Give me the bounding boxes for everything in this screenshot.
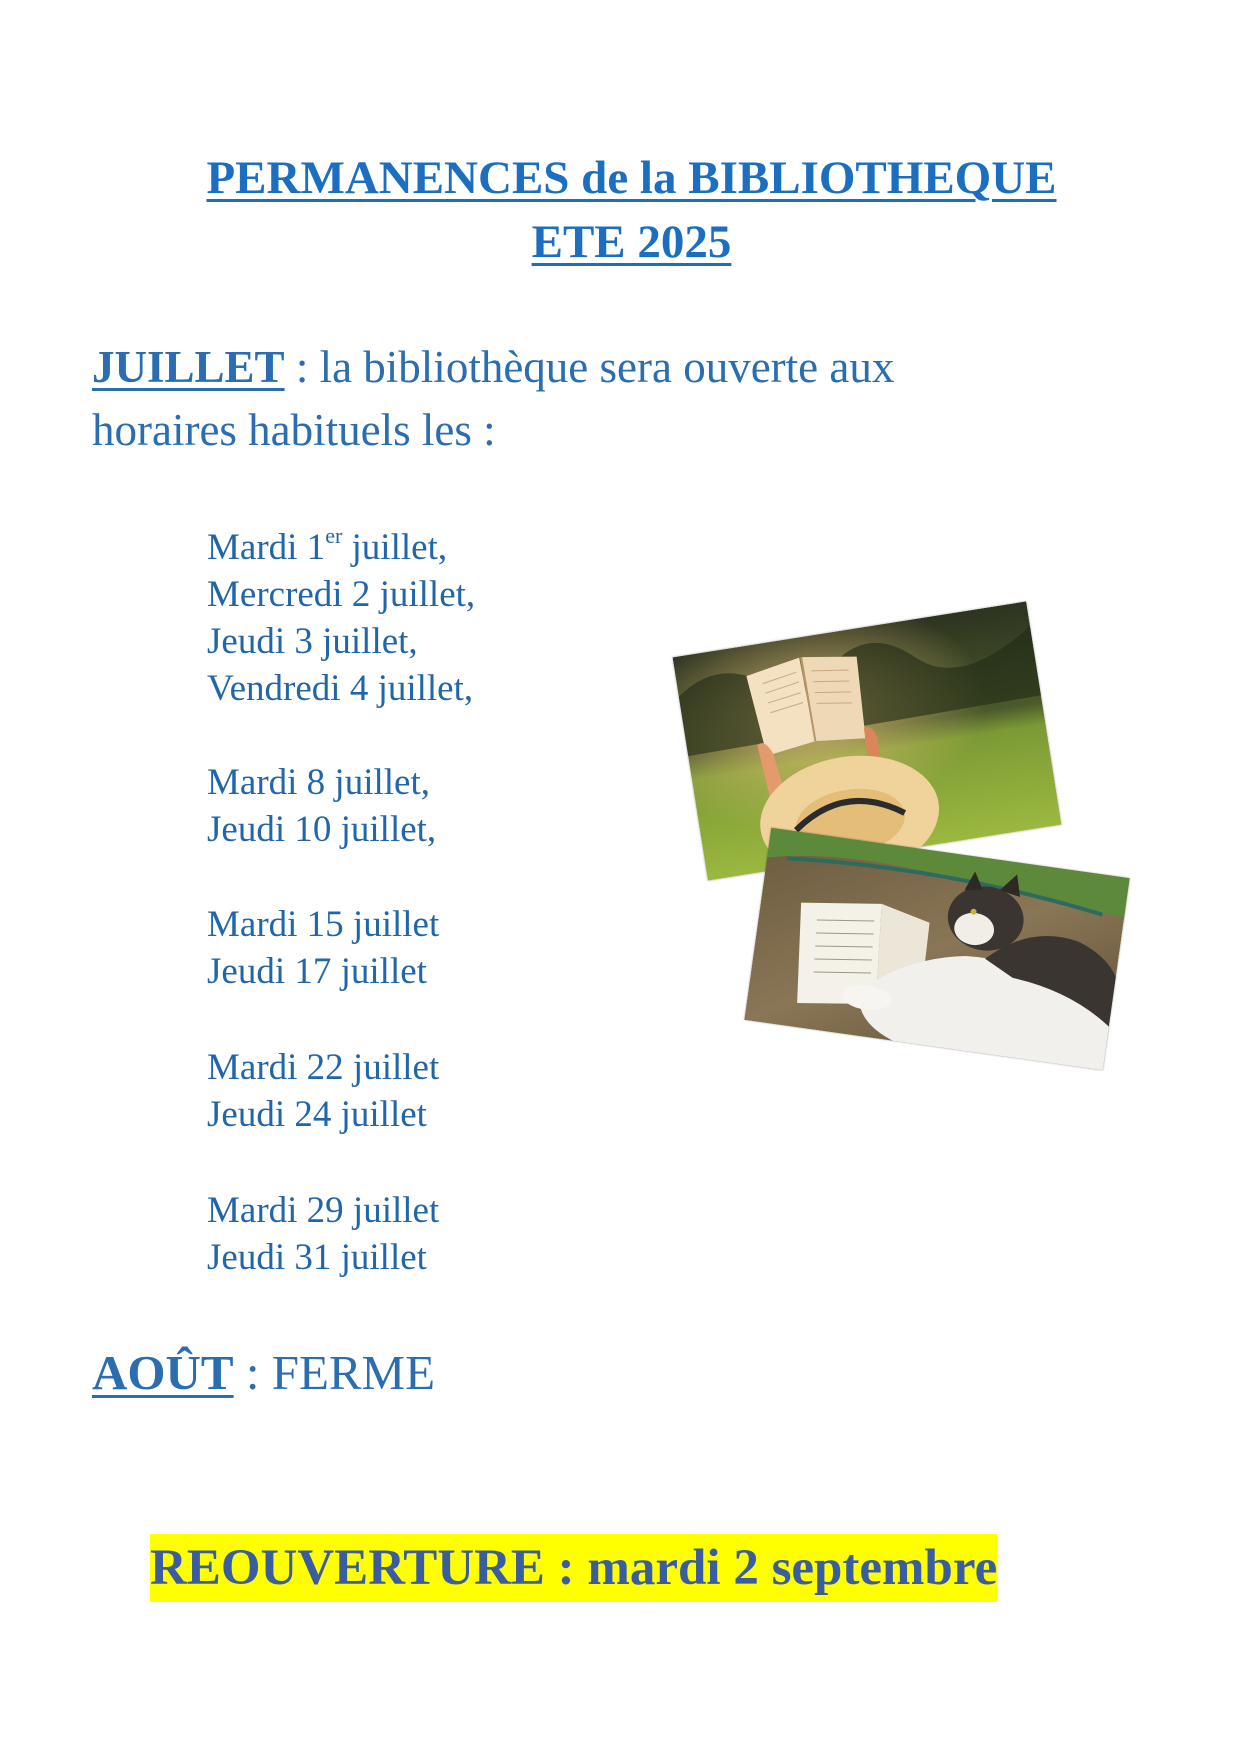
day-item: Jeudi 10 juillet, xyxy=(207,809,437,850)
august-label: AOÛT xyxy=(92,1345,234,1400)
day-item xyxy=(207,525,447,571)
day-ordinal: er xyxy=(325,523,343,548)
july-label: JUILLET xyxy=(92,342,285,392)
day-item: Jeudi 17 juillet xyxy=(207,951,427,992)
july-intro-line-2: horaires habituels les : xyxy=(92,405,496,455)
title-line-2: ETE 2025 xyxy=(531,216,732,268)
day-item: Jeudi 3 juillet, xyxy=(207,621,418,662)
day-item: Mercredi 2 juillet, xyxy=(207,574,476,615)
day-item: Mardi 8 juillet, xyxy=(207,762,430,803)
day-item: Vendredi 4 juillet, xyxy=(207,668,474,709)
july-intro xyxy=(92,337,1092,397)
july-intro-text: : la bibliothèque sera ouverte aux xyxy=(284,342,895,392)
day-item: Mardi 15 juillet xyxy=(207,904,440,945)
page-title xyxy=(11,148,1241,208)
page-subtitle xyxy=(11,212,1241,272)
cat-with-open-book-photo xyxy=(744,828,1129,1070)
person-reading-book-under-hat-photo xyxy=(673,601,1062,880)
reopening-banner: REOUVERTURE : mardi 2 septembre xyxy=(150,1534,997,1602)
day-month: juillet, xyxy=(342,527,448,568)
day-item: Jeudi 31 juillet xyxy=(207,1237,427,1278)
title-line-1: PERMANENCES de la BIBLIOTHEQUE xyxy=(206,152,1057,204)
day-item: Mardi 29 juillet xyxy=(207,1190,440,1231)
day-item: Jeudi 24 juillet xyxy=(207,1094,427,1135)
august-status: : FERME xyxy=(233,1345,436,1400)
day-text: Mardi 1 xyxy=(207,527,326,568)
august-line xyxy=(92,1343,435,1403)
day-item: Mardi 22 juillet xyxy=(207,1047,440,1088)
